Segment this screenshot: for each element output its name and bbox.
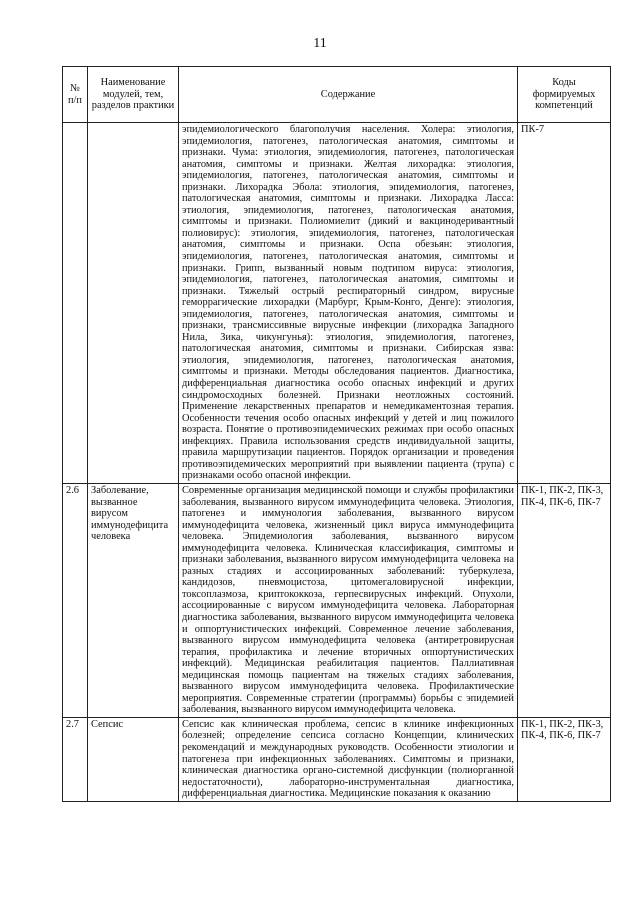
header-codes: Коды формируемых компетенций xyxy=(518,67,611,123)
table-row xyxy=(63,717,611,801)
row-name xyxy=(88,123,179,484)
row-num: 2.7 xyxy=(63,717,88,801)
header-num: № п/п xyxy=(63,67,88,123)
row-content: Сепсис как клиническая проблема, сепсис в клинике инфекционных болезней; определение сепсиса согласно Концепции, клинических рекомендаций и международных руководств. Особенности этиологии и патогенеза при инфекционных заболеваниях. Симптомы и признаки, клиническая диагностика органо-системной дисфункции (полиорганной недостаточности), лабораторно-инструментальная диагностика, дифференциальная диагностика. Медицинские показания к оказанию xyxy=(179,717,518,801)
row-num xyxy=(63,123,88,484)
row-codes: ПК-7 xyxy=(518,123,611,484)
curriculum-table xyxy=(62,66,611,802)
table-row xyxy=(63,483,611,717)
header-name: Наименование модулей, тем, разделов практики xyxy=(88,67,179,123)
row-codes: ПК-1, ПК-2, ПК-3, ПК-4, ПК-6, ПК-7 xyxy=(518,483,611,717)
page-number: 11 xyxy=(313,36,327,51)
row-content: Современные организация медицинской помощи и службы профилактики заболевания, вызванного вирусом иммунодефицита человека. Этиология, патогенез и иммунология заболевания, вызванного вирусом иммунодефицита человека, жизненный цикл вируса иммунодефицита человека. Эпидемиология заболевания, вызванного вирусом иммунодефицита человека. Клиническая классификация, симптомы и признаки заболевания, вызванного вирусом иммунодефицита человека на разных стадиях и ассоциированных заболеваний: туберкулеза, кандидозов, пневмоцистоза, цитомегаловирусной инфекции, токсоплазмоза, криптококкоза, герпесвирусных инфекций. Опухоли, ассоциированные с вирусом иммунодефицита человека. Лабораторная диагностика заболевания, вызванного вирусом иммунодефицита человека и оппортунистических инфекций. Современное лечение заболевания, вызванного вирусом иммунодефицита человека (антиретровирусная терапия, профилактика и лечение вторичных оппортунистических инфекций). Медицинская реабилитация пациентов. Паллиативная медицинская помощь пациентам на тяжелых стадиях заболевания, вызванного вирусом иммунодефицита человека. Профилактические мероприятия. Современные стратегии (программы) борьбы с эпидемией заболевания, вызванного вирусом иммунодефицита человека. xyxy=(179,483,518,717)
row-content: эпидемиологического благополучия населения. Холера: этиология, эпидемиология, патогенез, патологическая анатомия, симптомы и признаки. Чума: этиология, эпидемиология, патогенез, патологическая анатомия, симптомы и признаки. Желтая лихорадка: этиология, эпидемиология, патогенез, патологическая анатомия, симптомы и признаки. Лихорадка Эбола: этиология, эпидемиология, патогенез, патологическая анатомия, симптомы и признаки. Лихорадка Ласса: этиология, эпидемиология, патогенез, патологическая анатомия, симптомы и признаки. Полиомиелит (дикий и вакцинодеривантный полиовирус): этиология, эпидемиология, патогенез, патологическая анатомия, симптомы и признаки. Оспа обезьян: этиология, эпидемиология, патогенез, патологическая анатомия, симптомы и признаки. Грипп, вызванный новым подтипом вируса: этиология, эпидемиология, патогенез, патологическая анатомия, симптомы и признаки. Тяжелый острый респираторный синдром, вирусные геморрагические лихорадки (Марбург, Крым-Конго, Денге): этиология, эпидемиология, патогенез, патологическая анатомия, симптомы и признаки, трансмиссивные вирусные инфекции (лихорадка Западного Нила, Зика, чикунгунья): этиология, эпидемиология, патогенез, патологическая анатомия, симптомы и признаки. Сибирская язва: этиология, эпидемиология, патогенез, патологическая анатомия, симптомы и признаки. Методы обследования пациентов. Диагностика, дифференциальная диагностика особо опасных инфекций и других синдромосходных болезней. Признаки неотложных состояний. Применение лекарственных препаратов и немедикаментозная терапия. Особенности течения особо опасных инфекций у детей и лиц пожилого возраста. Понятие о противоэпидемических режимах при особо опасных инфекциях. Правила использования средств индивидуальной защиты, правила маршрутизации пациентов. Порядок организации и проведения противоэпидемических мероприятий при выявлении пациента (трупа) с признаками особо опасной инфекции. xyxy=(179,123,518,484)
row-name: Сепсис xyxy=(88,717,179,801)
table-header-row xyxy=(63,67,611,123)
row-num: 2.6 xyxy=(63,483,88,717)
row-name: Заболевание, вызванное вирусом иммунодефицита человека xyxy=(88,483,179,717)
table-row xyxy=(63,123,611,484)
row-codes: ПК-1, ПК-2, ПК-3, ПК-4, ПК-6, ПК-7 xyxy=(518,717,611,801)
header-content: Содержание xyxy=(179,67,518,123)
